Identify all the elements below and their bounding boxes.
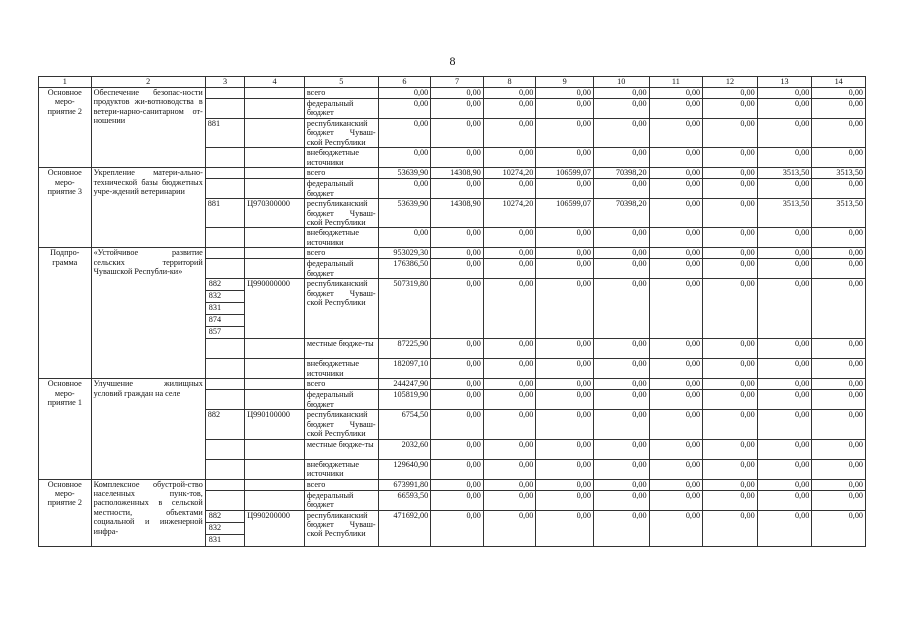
amount-cell: 105819,90 (378, 390, 431, 410)
amount-cell: 0,00 (536, 259, 594, 279)
amount-cell: 176386,50 (378, 259, 431, 279)
amount-cell: 0,00 (593, 228, 649, 248)
amount-cell: 0,00 (649, 439, 703, 459)
amount-cell: 0,00 (483, 439, 536, 459)
amount-cell: 0,00 (703, 119, 758, 148)
admin-code-cell: 881 (205, 199, 244, 228)
amount-cell: 0,00 (812, 88, 866, 99)
amount-cell: 66593,50 (378, 490, 431, 510)
amount-cell: 0,00 (483, 359, 536, 379)
amount-cell: 0,00 (812, 359, 866, 379)
amount-cell: 0,00 (593, 490, 649, 510)
amount-cell: 0,00 (536, 148, 594, 168)
target-code-cell: Ц990200000 (245, 510, 305, 546)
amount-cell: 0,00 (812, 279, 866, 339)
amount-cell: 0,00 (593, 479, 649, 490)
amount-cell: 673991,80 (378, 479, 431, 490)
amount-cell: 0,00 (483, 148, 536, 168)
admin-code-cell (205, 459, 244, 479)
amount-cell: 106599,07 (536, 199, 594, 228)
amount-cell: 0,00 (757, 410, 812, 439)
amount-cell: 953029,30 (378, 248, 431, 259)
target-code-cell (245, 179, 305, 199)
target-code-cell (245, 479, 305, 490)
amount-cell: 0,00 (431, 248, 484, 259)
amount-cell: 0,00 (812, 459, 866, 479)
amount-cell: 0,00 (483, 228, 536, 248)
amount-cell: 14308,90 (431, 168, 484, 179)
amount-cell: 0,00 (757, 99, 812, 119)
amount-cell: 70398,20 (593, 199, 649, 228)
amount-cell: 0,00 (812, 228, 866, 248)
amount-cell: 0,00 (593, 99, 649, 119)
column-header: 13 (757, 77, 812, 88)
admin-code-cell (205, 228, 244, 248)
amount-cell: 0,00 (593, 248, 649, 259)
amount-cell: 0,00 (812, 339, 866, 359)
amount-cell: 0,00 (431, 410, 484, 439)
amount-cell: 0,00 (536, 279, 594, 339)
amount-cell: 0,00 (593, 379, 649, 390)
amount-cell: 0,00 (649, 510, 703, 546)
amount-cell: 0,00 (649, 359, 703, 379)
column-header: 2 (91, 77, 205, 88)
amount-cell: 0,00 (593, 359, 649, 379)
amount-cell: 182097,10 (378, 359, 431, 379)
column-header: 7 (431, 77, 484, 88)
admin-code-cell (205, 279, 244, 339)
column-header: 1 (39, 77, 92, 88)
funding-source-cell: всего (304, 379, 378, 390)
amount-cell: 0,00 (431, 379, 484, 390)
admin-code-cell (205, 248, 244, 259)
admin-code-cell (205, 179, 244, 199)
amount-cell: 0,00 (536, 99, 594, 119)
amount-cell: 0,00 (593, 279, 649, 339)
admin-code: 857 (206, 326, 244, 338)
amount-cell: 0,00 (649, 88, 703, 99)
target-code-cell (245, 99, 305, 119)
amount-cell: 0,00 (431, 359, 484, 379)
amount-cell: 0,00 (812, 379, 866, 390)
amount-cell: 0,00 (483, 479, 536, 490)
amount-cell: 0,00 (431, 279, 484, 339)
column-header: 12 (703, 77, 758, 88)
measure-name-cell: «Устойчивое развитие сельских территорий Чувашской Республи-ки» (91, 248, 205, 379)
column-header: 6 (378, 77, 431, 88)
target-code-cell (245, 379, 305, 390)
amount-cell: 0,00 (649, 490, 703, 510)
amount-cell: 3513,50 (757, 199, 812, 228)
amount-cell: 0,00 (536, 248, 594, 259)
amount-cell: 0,00 (593, 148, 649, 168)
amount-cell: 0,00 (536, 510, 594, 546)
amount-cell: 0,00 (757, 88, 812, 99)
amount-cell: 0,00 (757, 490, 812, 510)
target-code-cell: Ц970300000 (245, 199, 305, 228)
column-header: 4 (245, 77, 305, 88)
admin-code: 832 (206, 522, 244, 534)
amount-cell: 0,00 (703, 459, 758, 479)
amount-cell: 10274,20 (483, 168, 536, 179)
page-number: 8 (449, 54, 456, 68)
amount-cell: 0,00 (703, 179, 758, 199)
amount-cell: 0,00 (378, 148, 431, 168)
admin-code-cell: 881 (205, 119, 244, 148)
funding-source-cell: всего (304, 479, 378, 490)
amount-cell: 0,00 (812, 148, 866, 168)
amount-cell: 0,00 (378, 119, 431, 148)
amount-cell: 0,00 (703, 199, 758, 228)
amount-cell: 0,00 (536, 179, 594, 199)
amount-cell: 129640,90 (378, 459, 431, 479)
funding-source-cell: республиканский бюджет Чуваш-ской Республики (304, 199, 378, 228)
amount-cell: 0,00 (703, 359, 758, 379)
funding-source-cell: республиканский бюджет Чуваш-ской Республики (304, 410, 378, 439)
table-row (39, 479, 866, 490)
amount-cell: 0,00 (536, 479, 594, 490)
amount-cell: 0,00 (483, 88, 536, 99)
admin-code-cell (205, 510, 244, 546)
amount-cell: 10274,20 (483, 199, 536, 228)
measure-type-cell: Основное меро-приятие 2 (39, 479, 92, 546)
amount-cell: 0,00 (703, 88, 758, 99)
admin-code-cell (205, 168, 244, 179)
amount-cell: 0,00 (757, 390, 812, 410)
amount-cell: 0,00 (757, 339, 812, 359)
amount-cell: 0,00 (431, 510, 484, 546)
amount-cell: 0,00 (483, 410, 536, 439)
target-code-cell (245, 490, 305, 510)
amount-cell: 0,00 (757, 248, 812, 259)
admin-code-cell: 882 (205, 410, 244, 439)
target-code-cell (245, 439, 305, 459)
table-row (39, 168, 866, 179)
target-code-cell (245, 248, 305, 259)
column-header: 9 (536, 77, 594, 88)
funding-source-cell: республиканский бюджет Чуваш-ской Республики (304, 279, 378, 339)
funding-source-cell: федеральный бюджет (304, 490, 378, 510)
amount-cell: 0,00 (649, 148, 703, 168)
target-code-cell (245, 119, 305, 148)
amount-cell: 0,00 (593, 259, 649, 279)
amount-cell: 0,00 (536, 339, 594, 359)
table-row (39, 88, 866, 99)
amount-cell: 3513,50 (757, 168, 812, 179)
amount-cell: 0,00 (757, 279, 812, 339)
target-code-cell (245, 339, 305, 359)
amount-cell: 0,00 (431, 228, 484, 248)
amount-cell: 0,00 (703, 510, 758, 546)
amount-cell: 0,00 (812, 510, 866, 546)
amount-cell: 0,00 (593, 88, 649, 99)
amount-cell: 0,00 (378, 99, 431, 119)
admin-code-cell (205, 339, 244, 359)
amount-cell: 2032,60 (378, 439, 431, 459)
amount-cell: 0,00 (649, 248, 703, 259)
admin-code-cell (205, 390, 244, 410)
amount-cell: 0,00 (483, 490, 536, 510)
admin-code-cell (205, 148, 244, 168)
table-row (39, 248, 866, 259)
funding-source-cell: федеральный бюджет (304, 179, 378, 199)
amount-cell: 0,00 (536, 410, 594, 439)
amount-cell: 0,00 (593, 119, 649, 148)
funding-source-cell: внебюджетные источники (304, 228, 378, 248)
budget-table (38, 76, 866, 547)
amount-cell: 0,00 (703, 479, 758, 490)
target-code-cell: Ц990000000 (245, 279, 305, 339)
admin-code: 882 (208, 510, 222, 520)
amount-cell: 0,00 (378, 179, 431, 199)
amount-cell: 87225,90 (378, 339, 431, 359)
amount-cell: 0,00 (757, 179, 812, 199)
amount-cell: 0,00 (431, 490, 484, 510)
amount-cell: 0,00 (593, 410, 649, 439)
funding-source-cell: всего (304, 168, 378, 179)
amount-cell: 0,00 (431, 390, 484, 410)
amount-cell: 0,00 (483, 279, 536, 339)
admin-code-cell (205, 379, 244, 390)
amount-cell: 0,00 (649, 379, 703, 390)
amount-cell: 0,00 (703, 259, 758, 279)
amount-cell: 0,00 (812, 390, 866, 410)
amount-cell: 0,00 (757, 148, 812, 168)
admin-code-cell (205, 479, 244, 490)
amount-cell: 70398,20 (593, 168, 649, 179)
funding-source-cell: федеральный бюджет (304, 259, 378, 279)
amount-cell: 53639,90 (378, 199, 431, 228)
amount-cell: 0,00 (757, 439, 812, 459)
amount-cell: 106599,07 (536, 168, 594, 179)
amount-cell: 0,00 (703, 410, 758, 439)
amount-cell: 0,00 (649, 390, 703, 410)
amount-cell: 0,00 (649, 168, 703, 179)
amount-cell: 0,00 (812, 119, 866, 148)
funding-source-cell: внебюджетные источники (304, 359, 378, 379)
amount-cell: 0,00 (593, 439, 649, 459)
funding-source-cell: республиканский бюджет Чуваш-ской Республики (304, 510, 378, 546)
admin-code-cell (205, 259, 244, 279)
amount-cell: 0,00 (536, 119, 594, 148)
table-body (39, 77, 866, 547)
amount-cell: 0,00 (536, 490, 594, 510)
amount-cell: 0,00 (431, 119, 484, 148)
amount-cell: 0,00 (703, 148, 758, 168)
amount-cell: 0,00 (649, 99, 703, 119)
admin-code-cell (205, 359, 244, 379)
measure-type-cell: Подпро-грамма (39, 248, 92, 379)
amount-cell: 0,00 (649, 179, 703, 199)
amount-cell: 3513,50 (812, 199, 866, 228)
amount-cell: 0,00 (703, 490, 758, 510)
amount-cell: 0,00 (649, 228, 703, 248)
admin-code: 831 (206, 534, 244, 546)
amount-cell: 0,00 (536, 88, 594, 99)
admin-code-cell (205, 490, 244, 510)
amount-cell: 0,00 (757, 228, 812, 248)
column-header: 5 (304, 77, 378, 88)
amount-cell: 0,00 (431, 148, 484, 168)
measure-type-cell: Основное меро-приятие 3 (39, 168, 92, 248)
amount-cell: 0,00 (812, 179, 866, 199)
amount-cell: 0,00 (757, 379, 812, 390)
amount-cell: 0,00 (757, 459, 812, 479)
amount-cell: 6754,50 (378, 410, 431, 439)
amount-cell: 0,00 (483, 179, 536, 199)
amount-cell: 0,00 (649, 279, 703, 339)
funding-source-cell: внебюджетные источники (304, 459, 378, 479)
amount-cell: 0,00 (431, 439, 484, 459)
amount-cell: 3513,50 (812, 168, 866, 179)
header-row (39, 77, 866, 88)
amount-cell: 0,00 (483, 248, 536, 259)
funding-source-cell: федеральный бюджет (304, 99, 378, 119)
amount-cell: 0,00 (703, 248, 758, 259)
amount-cell: 53639,90 (378, 168, 431, 179)
amount-cell: 0,00 (536, 359, 594, 379)
target-code-cell (245, 459, 305, 479)
amount-cell: 0,00 (649, 119, 703, 148)
amount-cell: 471692,00 (378, 510, 431, 546)
table-row (39, 379, 866, 390)
funding-source-cell: внебюджетные источники (304, 148, 378, 168)
amount-cell: 0,00 (649, 199, 703, 228)
amount-cell: 0,00 (483, 339, 536, 359)
amount-cell: 0,00 (703, 228, 758, 248)
amount-cell: 0,00 (649, 459, 703, 479)
amount-cell: 0,00 (703, 439, 758, 459)
admin-code: 874 (206, 314, 244, 326)
target-code-cell (245, 259, 305, 279)
funding-source-cell: республиканский бюджет Чуваш-ской Республики (304, 119, 378, 148)
amount-cell: 0,00 (536, 390, 594, 410)
measure-name-cell: Обеспечение безопас-ности продуктов жи-вотноводства в ветери-нарно-санитарном от-ношении (91, 88, 205, 168)
amount-cell: 0,00 (703, 339, 758, 359)
target-code-cell (245, 168, 305, 179)
amount-cell: 0,00 (483, 99, 536, 119)
admin-code-cell (205, 439, 244, 459)
measure-name-cell: Комплексное обустрой-ство населенных пунк-тов, расположенных в сельской местности, объектами социальной и инженерной инфра- (91, 479, 205, 546)
amount-cell: 0,00 (812, 99, 866, 119)
funding-source-cell: федеральный бюджет (304, 390, 378, 410)
amount-cell: 0,00 (757, 510, 812, 546)
amount-cell: 0,00 (649, 339, 703, 359)
amount-cell: 0,00 (483, 510, 536, 546)
amount-cell: 0,00 (483, 459, 536, 479)
amount-cell: 0,00 (812, 439, 866, 459)
funding-source-cell: всего (304, 88, 378, 99)
amount-cell: 0,00 (483, 379, 536, 390)
amount-cell: 0,00 (649, 410, 703, 439)
column-header: 8 (483, 77, 536, 88)
admin-code: 882 (208, 279, 222, 289)
amount-cell: 0,00 (757, 479, 812, 490)
amount-cell: 0,00 (812, 248, 866, 259)
amount-cell: 0,00 (431, 459, 484, 479)
amount-cell: 0,00 (593, 510, 649, 546)
amount-cell: 0,00 (431, 179, 484, 199)
amount-cell: 0,00 (649, 259, 703, 279)
amount-cell: 0,00 (703, 390, 758, 410)
amount-cell: 507319,80 (378, 279, 431, 339)
amount-cell: 0,00 (649, 479, 703, 490)
amount-cell: 0,00 (536, 379, 594, 390)
column-header: 14 (812, 77, 866, 88)
funding-source-cell: всего (304, 248, 378, 259)
amount-cell: 0,00 (536, 228, 594, 248)
amount-cell: 0,00 (812, 410, 866, 439)
column-header: 10 (593, 77, 649, 88)
amount-cell: 0,00 (593, 390, 649, 410)
amount-cell: 0,00 (431, 88, 484, 99)
amount-cell: 0,00 (757, 259, 812, 279)
amount-cell: 0,00 (431, 99, 484, 119)
target-code-cell (245, 88, 305, 99)
target-code-cell (245, 359, 305, 379)
measure-type-cell: Основное меро-приятие 1 (39, 379, 92, 479)
funding-source-cell: местные бюдже-ты (304, 339, 378, 359)
column-header: 11 (649, 77, 703, 88)
amount-cell: 0,00 (378, 88, 431, 99)
amount-cell: 0,00 (812, 490, 866, 510)
amount-cell: 0,00 (536, 439, 594, 459)
amount-cell: 0,00 (431, 479, 484, 490)
measure-name-cell: Укрепление матери-ально-технической базы бюджетных учре-ждений ветеринарии (91, 168, 205, 248)
target-code-cell (245, 390, 305, 410)
amount-cell: 14308,90 (431, 199, 484, 228)
target-code-cell: Ц990100000 (245, 410, 305, 439)
amount-cell: 0,00 (593, 339, 649, 359)
amount-cell: 0,00 (757, 119, 812, 148)
amount-cell: 0,00 (483, 259, 536, 279)
amount-cell: 0,00 (483, 390, 536, 410)
admin-code: 832 (206, 290, 244, 302)
amount-cell: 0,00 (703, 379, 758, 390)
amount-cell: 0,00 (703, 99, 758, 119)
amount-cell: 0,00 (593, 179, 649, 199)
amount-cell: 0,00 (812, 479, 866, 490)
target-code-cell (245, 228, 305, 248)
amount-cell: 0,00 (593, 459, 649, 479)
amount-cell: 0,00 (431, 259, 484, 279)
amount-cell: 244247,90 (378, 379, 431, 390)
amount-cell: 0,00 (431, 339, 484, 359)
amount-cell: 0,00 (703, 168, 758, 179)
admin-code-cell (205, 99, 244, 119)
amount-cell: 0,00 (703, 279, 758, 339)
amount-cell: 0,00 (812, 259, 866, 279)
amount-cell: 0,00 (483, 119, 536, 148)
measure-name-cell: Улучшение жилищных условий граждан на селе (91, 379, 205, 479)
admin-code: 831 (206, 302, 244, 314)
amount-cell: 0,00 (378, 228, 431, 248)
funding-source-cell: местные бюдже-ты (304, 439, 378, 459)
admin-code-cell (205, 88, 244, 99)
amount-cell: 0,00 (536, 459, 594, 479)
measure-type-cell: Основное меро-приятие 2 (39, 88, 92, 168)
target-code-cell (245, 148, 305, 168)
amount-cell: 0,00 (757, 359, 812, 379)
column-header: 3 (205, 77, 244, 88)
